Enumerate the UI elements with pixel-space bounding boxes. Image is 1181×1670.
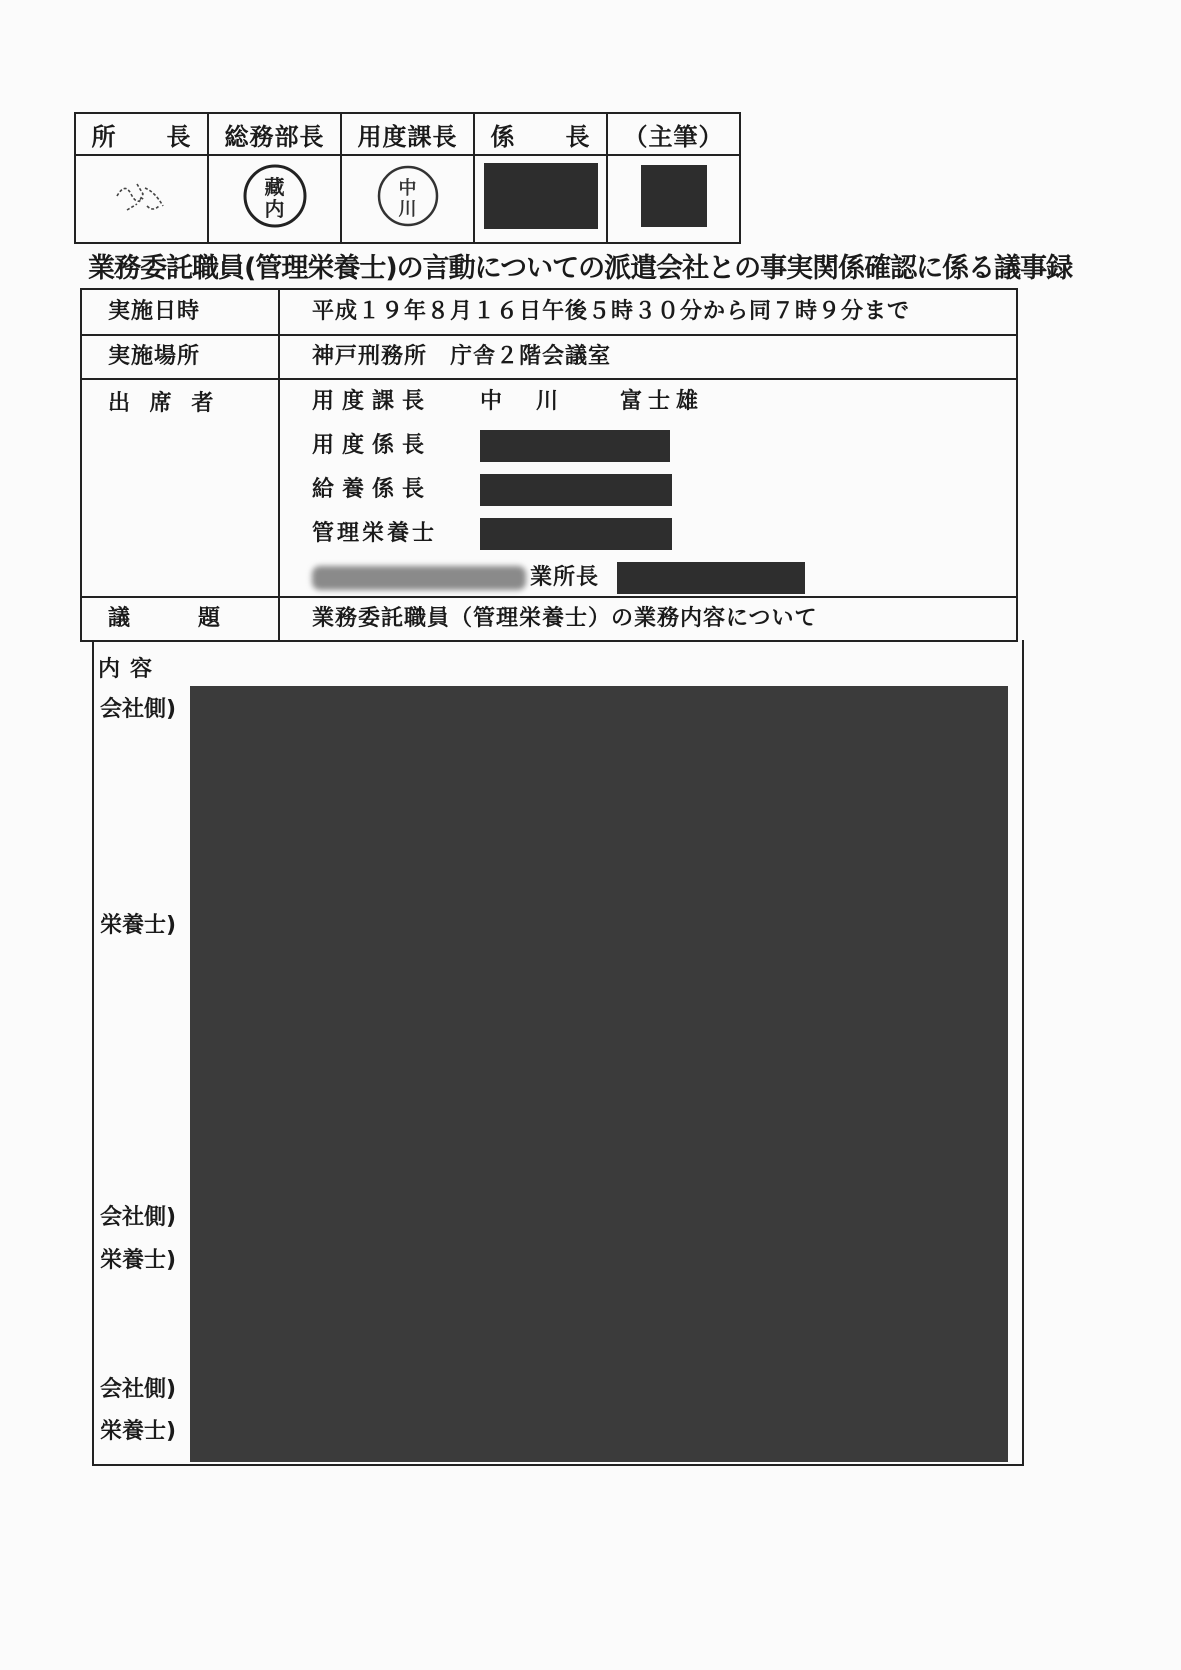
- seal-stamp-icon: [240, 161, 310, 231]
- place-value: 神戸刑務所 庁舎２階会議室: [312, 344, 612, 369]
- redaction-blur: [312, 566, 526, 590]
- approval-header-director: 所 長: [75, 113, 208, 155]
- agenda-label: 議 題: [82, 598, 280, 640]
- place-label: 実施場所: [82, 336, 280, 378]
- attendee-name: 中 川 富士雄: [480, 389, 705, 414]
- date-row: [82, 290, 1016, 336]
- signature-scribble-icon: [107, 166, 177, 226]
- redaction-block: [480, 474, 672, 506]
- stamp-signature: [75, 155, 208, 243]
- date-value: 平成１９年８月１６日午後５時３０分から同７時９分まで: [312, 299, 911, 324]
- svg-text:川: 川: [398, 199, 417, 220]
- speaker-label: 栄養士): [100, 1248, 177, 1273]
- attendee-role: 給養係長: [312, 477, 433, 502]
- content-redaction-block: [190, 686, 1008, 1462]
- content-label: 内容: [98, 657, 163, 682]
- attendee-role: 用度課長: [312, 389, 433, 414]
- place-row: [82, 336, 1016, 380]
- attendee-role: 用度係長: [312, 433, 433, 458]
- speaker-label: 会社側): [100, 1377, 177, 1402]
- attendee-line: [312, 380, 1016, 424]
- stamp-redacted-2: [607, 155, 740, 243]
- agenda-value: 業務委託職員（管理栄養士）の業務内容について: [312, 606, 818, 631]
- attendees-label: 出 席 者: [82, 380, 280, 596]
- redaction-block: [641, 165, 707, 227]
- attendee-role: 業所長: [530, 565, 600, 590]
- attendee-line: [312, 468, 1016, 512]
- attendee-line: [312, 556, 1016, 600]
- record-table: [80, 288, 1018, 642]
- seal-stamp-icon: [373, 161, 443, 231]
- stamp-seal-1: [208, 155, 341, 243]
- attendees-list: [280, 380, 1016, 596]
- approval-header-general-affairs: 総務部長: [208, 113, 341, 155]
- redaction-block: [480, 518, 672, 550]
- stamp-redacted-1: [474, 155, 607, 243]
- content-section: [92, 640, 1024, 1466]
- speaker-label: 栄養士): [100, 1419, 177, 1444]
- approval-stamp-table: [74, 112, 741, 244]
- attendee-role: 管理栄養士: [312, 521, 438, 546]
- attendees-row: [82, 380, 1016, 598]
- redaction-block: [617, 562, 805, 594]
- svg-text:中: 中: [398, 178, 417, 199]
- redaction-block: [484, 163, 598, 229]
- attendee-line: [312, 424, 1016, 468]
- approval-header-author: （主筆）: [607, 113, 740, 155]
- speaker-label: 会社側): [100, 1205, 177, 1230]
- speaker-label: 栄養士): [100, 913, 177, 938]
- attendee-line: [312, 512, 1016, 556]
- redaction-block: [480, 430, 670, 462]
- document-title: 業務委託職員(管理栄養士)の言動についての派遣会社との事実関係確認に係る議事録: [88, 253, 1073, 284]
- approval-header-section-chief: 係 長: [474, 113, 607, 155]
- agenda-row: [82, 598, 1016, 640]
- svg-text:内: 内: [264, 197, 285, 221]
- date-label: 実施日時: [82, 290, 280, 334]
- approval-header-supplies-chief: 用度課長: [341, 113, 474, 155]
- svg-text:藏: 藏: [264, 175, 285, 199]
- speaker-label: 会社側): [100, 697, 177, 722]
- stamp-seal-2: [341, 155, 474, 243]
